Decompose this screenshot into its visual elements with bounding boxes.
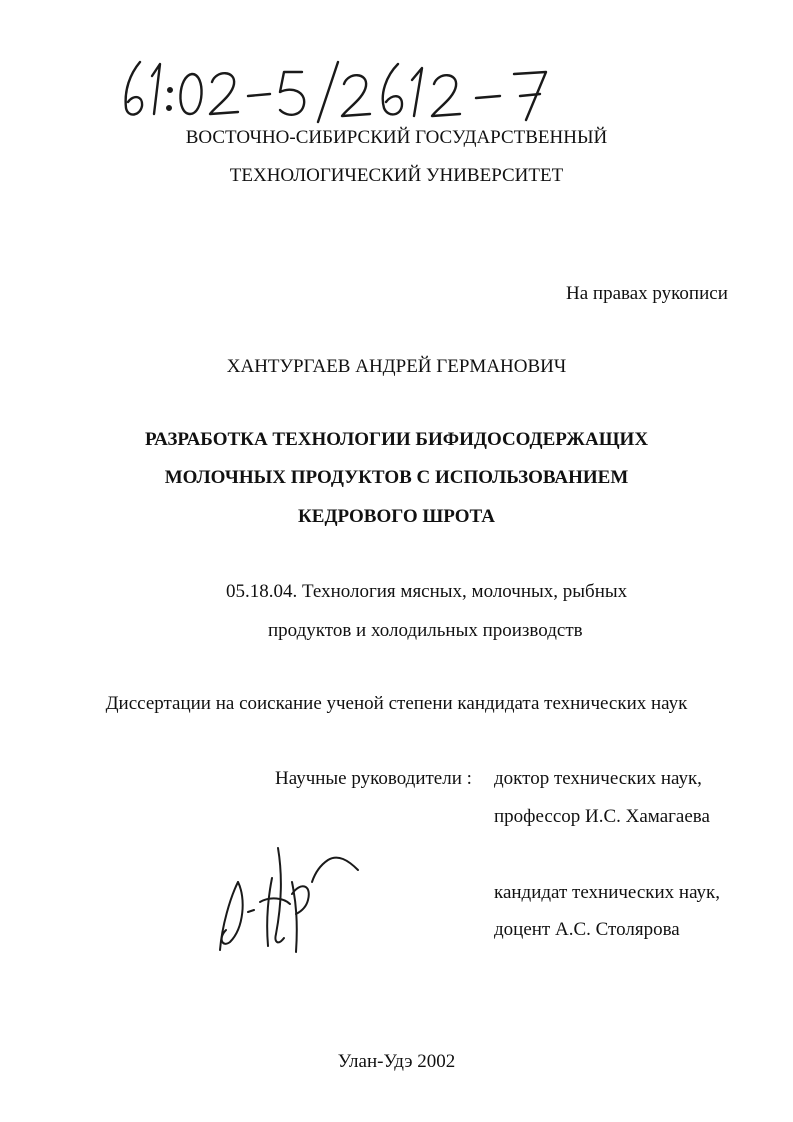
dissertation-title-line2: МОЛОЧНЫХ ПРОДУКТОВ С ИСПОЛЬЗОВАНИЕМ — [164, 467, 629, 488]
supervisor-first-name: профессор И.С. Хамагаева — [494, 806, 710, 827]
degree-statement: Диссертации на соискание ученой степени кандидата технических наук — [105, 693, 688, 714]
city-and-year: Улан-Удэ 2002 — [337, 1051, 456, 1072]
supervisor-first-degree: доктор технических наук, — [494, 768, 702, 789]
dissertation-title-line3: КЕДРОВОГО ШРОТА — [298, 506, 495, 527]
supervisor-second-degree: кандидат технических наук, — [494, 882, 721, 903]
author-name: ХАНТУРГАЕВ АНДРЕЙ ГЕРМАНОВИЧ — [226, 356, 567, 377]
dissertation-title-line1: РАЗРАБОТКА ТЕХНОЛОГИИ БИФИДОСОДЕРЖАЩИХ — [144, 429, 649, 450]
supervisor-second-name: доцент А.С. Столярова — [494, 919, 680, 940]
specialty-code-line1: 05.18.04. Технология мясных, молочных, рыбных — [226, 581, 628, 602]
supervisors-label: Научные руководители : — [275, 768, 472, 789]
handwritten-code-annotation — [112, 50, 612, 130]
university-name-line1: ВОСТОЧНО-СИБИРСКИЙ ГОСУДАРСТВЕННЫЙ — [185, 127, 608, 148]
specialty-code-line2: продуктов и холодильных производств — [268, 620, 583, 641]
university-name-line2: ТЕХНОЛОГИЧЕСКИЙ УНИВЕРСИТЕТ — [229, 165, 564, 186]
manuscript-rights-label: На правах рукописи — [566, 283, 728, 304]
handwritten-signature-icon — [208, 842, 368, 960]
